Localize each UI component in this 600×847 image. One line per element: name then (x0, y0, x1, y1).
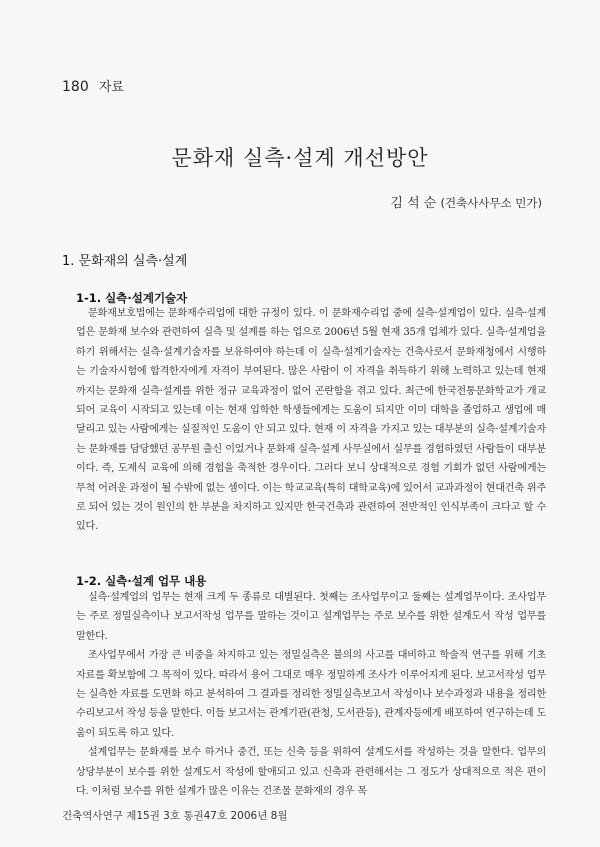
article-title: 문화재 실측·설계 개선방안 (171, 146, 429, 170)
author-affiliation: (건축사사무소 민가) (440, 196, 542, 210)
page-number: 180 (62, 79, 89, 95)
subsection-1-body (76, 304, 546, 537)
section-label: 자료 (98, 80, 124, 95)
page-header (62, 76, 124, 95)
paragraph: 설계업무는 문화재를 보수 하거나 중건, 또는 신축 등을 위하여 설계도서를 작성하는 것을 말한다. 업무의 상당부분이 보수를 위한 설계도서 작성에 할애되고 있고 신축과 관련해서는 그 정도가 상대적으로 적은 편이다. 이처럼 보수를 위한 설계가 많은 이유는 건조물 문화재의 경우 목 (76, 747, 546, 798)
paragraph: 문화재보호법에는 문화재수리업에 대한 규정이 있다. 이 문화재수리업 중에 실측·설계업이 있다. 실측·설계업은 문화재 보수와 관련하여 실측 및 설계를 하는 업으로 2006년 5월 현재 35개 업체가 있다. 실측·설계업을 하기 위해서는 실측·설계기술자를 보유하여야 하는데 이 실측·설계기술자는 건축사로서 문화재청에서 시행하는 기술자시험에 합격한자에게 자격이 부여된다. 많은 사람이 이 자격을 취득하기 위해 노력하고 있는데 현재까지는 문화재 실측·설계를 위한 정규 교육과정이 없어 곤란함을 겪고 있다. 최근에 한국전통문화학교가 개교되어 교육이 시작되고 있는데 이는 현재 입학한 학생들에게는 도움이 되지만 이미 대학을 졸업하고 생업에 매달리고 있는 사람에게는 실질적인 도움이 안 되고 있다. 현재 이 자격을 가지고 있는 대부분의 실측·설계기술자는 문화재를 담당했던 공무원 출신 이었거나 문화재 실측·설계 사무실에서 실무를 경험하였던 사람들이 대부분이다. 즉, 도제식 교육에 의해 경험을 축적한 경우이다. 그러다 보니 상대적으로 경험 기회가 없던 사람에게는 무척 어려운 과정이 될 수밖에 없는 셈이다. 이는 학교교육(특히 대학교육)에 있어서 교과과정이 현대건축 위주로 되어 있는 것이 원인의 한 부분을 차지하고 있지만 한국건축과 관련하여 전반적인 인식부족이 크다고 할 수 있다. (76, 308, 546, 533)
author-name: 김 석 순 (390, 196, 437, 211)
author-line (390, 192, 542, 211)
journal-footer: 건축역사연구 제15권 3호 통권47호 2006년 8월 (62, 810, 288, 822)
paragraph: 실측·설계업의 업무는 현재 크게 두 종류로 대별된다. 첫째는 조사업무이고 둘째는 설계업무이다. 조사업무는 주로 정밀실측이나 보고서작성 업무를 말하는 것이고 설계업무는 주로 보수를 위한 설계도서 작성 업무를 말한다. (76, 592, 546, 642)
subsection-heading-1: 1-1. 실측·설계기술자 (76, 291, 188, 305)
paragraph: 조사업무에서 가장 큰 비중을 차지하고 있는 정밀실측은 불의의 사고를 대비하고 학술적 연구를 위해 기초자료를 확보함에 그 목적이 있다. 따라서 용어 그대로 매우 정밀하게 조사가 이루어지게 된다. 보고서작성 업무는 실측한 자료를 도면화 하고 분석하여 그 결과를 정리한 정밀실측보고서 작성이나 보수과정과 내용을 정리한 수리보고서 작성 등을 말한다. 이들 보고서는 관계기관(관청, 도서관등), 관계자등에게 배포하여 연구하는데 도움이 되도록 하고 있다. (76, 650, 546, 739)
section-heading: 1. 문화재의 실측·설계 (62, 254, 188, 269)
subsection-heading-2: 1-2. 실측·설계 업무 내용 (76, 574, 207, 588)
subsection-2-body (76, 588, 546, 801)
